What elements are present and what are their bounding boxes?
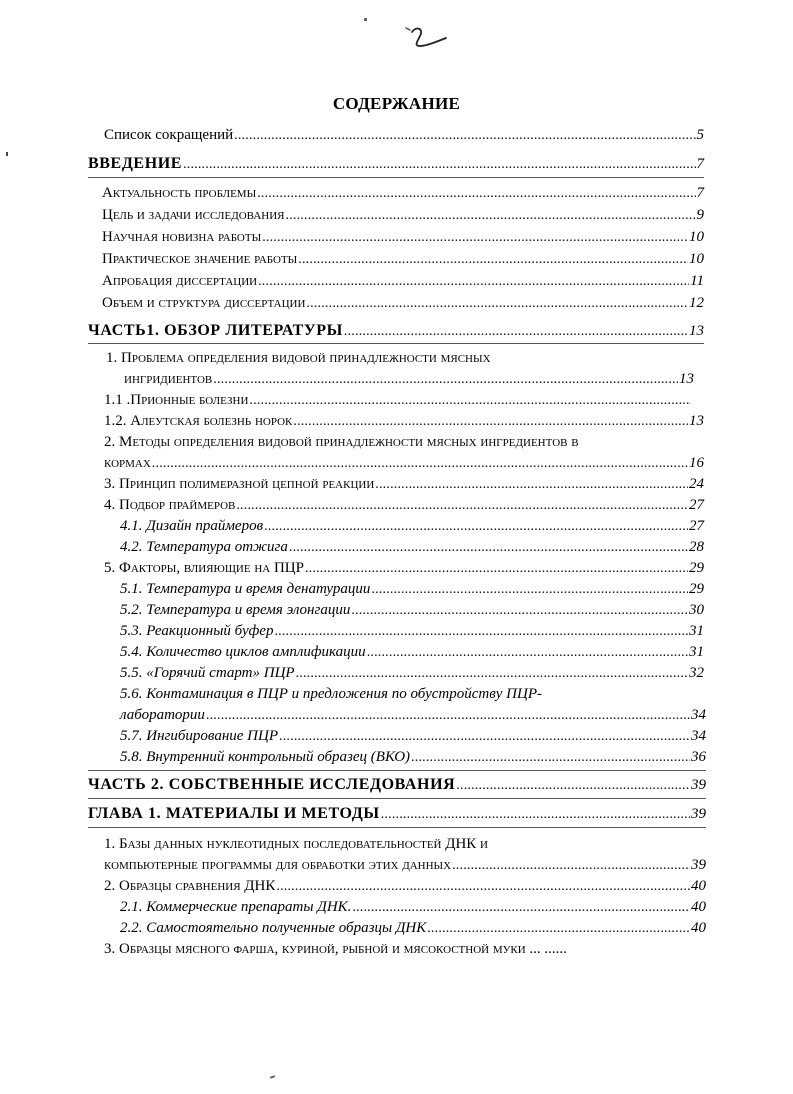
toc-page-number: 39 — [691, 857, 706, 873]
toc-entry-text: ВВЕДЕНИЕ — [88, 155, 183, 172]
toc-entry — [124, 371, 694, 388]
toc-entry-text: Практическое значение работы — [102, 251, 298, 267]
toc-page-number: 10 — [689, 251, 704, 267]
toc-page-number: 40 — [691, 899, 706, 915]
toc-page-number: 40 — [691, 920, 706, 936]
section-rule — [88, 798, 706, 799]
dot-leader — [289, 540, 688, 556]
toc-entry-text: Объем и структура диссертации — [102, 295, 306, 311]
dot-leader — [279, 729, 690, 745]
toc-entry — [102, 295, 704, 312]
dot-leader — [351, 603, 688, 619]
toc-entry-text: 3. Образцы мясного фарша, куриной, рыбной и мясокостной муки ... ...... — [104, 941, 567, 957]
toc-page-number: 7 — [696, 185, 704, 201]
toc-page-number: 13 — [689, 413, 704, 429]
toc-entry — [104, 878, 706, 895]
toc-page-number: 34 — [691, 728, 706, 744]
dot-leader — [293, 414, 688, 430]
toc-entry — [120, 728, 706, 745]
toc-entry — [104, 560, 704, 577]
dot-leader — [274, 624, 688, 640]
dot-leader — [411, 750, 690, 766]
toc-entry — [102, 229, 704, 246]
dot-leader — [298, 252, 688, 268]
toc-entry — [120, 899, 706, 916]
dot-leader — [249, 393, 691, 409]
dot-leader — [236, 498, 688, 514]
toc-page-number: 27 — [689, 497, 704, 513]
toc-page-number: 27 — [689, 518, 704, 534]
toc-entry — [102, 251, 704, 268]
toc-entry — [104, 392, 692, 409]
toc-page-number: 39 — [691, 806, 706, 822]
handwritten-mark — [402, 22, 452, 58]
toc-entry-text: 5.2. Температура и время элонгации — [120, 602, 351, 618]
toc-entry-text: 5.3. Реакционный буфер — [120, 623, 274, 639]
toc-entry-text: 5. Факторы, влияющие на ПЦР — [104, 560, 304, 576]
toc-entry-text: ЧАСТЬ1. ОБЗОР ЛИТЕРАТУРЫ — [88, 322, 343, 339]
toc-page-number: 40 — [691, 878, 706, 894]
toc-page-number: 7 — [696, 156, 704, 172]
toc-entry-text: 2.2. Самостоятельно полученные образцы ДНК — [120, 920, 427, 936]
dot-leader — [183, 157, 695, 173]
dot-leader — [381, 807, 690, 823]
toc-entry-text: 1.1 .Прионные болезни — [104, 392, 249, 408]
toc-entry-text: ЧАСТЬ 2. СОБСТВЕННЫЕ ИССЛЕДОВАНИЯ — [88, 776, 456, 793]
dot-leader — [344, 324, 688, 340]
toc-entry-text: ГЛАВА 1. МАТЕРИАЛЫ И МЕТОДЫ — [88, 805, 380, 822]
toc-entry-abbreviations — [104, 127, 704, 144]
toc-page-number: 13 — [689, 323, 704, 339]
toc-entry-text: 5.5. «Горячий старт» ПЦР — [120, 665, 295, 681]
toc-page-number: 12 — [689, 295, 704, 311]
dot-leader — [375, 477, 688, 493]
toc-entry — [104, 857, 706, 874]
toc-entry-text: 1.2. Алеутская болезнь норок — [104, 413, 293, 429]
dot-leader — [456, 778, 690, 794]
dot-leader — [213, 372, 678, 388]
toc-entry — [120, 581, 704, 598]
scan-speck — [6, 152, 8, 156]
toc-page-number: 36 — [691, 749, 706, 765]
toc-entry-text: 4.2. Температура отжига — [120, 539, 288, 555]
toc-entry — [120, 665, 704, 682]
toc-entry-part1 — [88, 322, 704, 340]
dot-leader — [234, 128, 695, 144]
toc-entry-line1: 1. Базы данных нуклеотидных последовательностей ДНК и — [104, 836, 489, 852]
dot-leader — [276, 879, 690, 895]
toc-entry-line1: 2. Методы определения видовой принадлежности мясных ингредиентов в — [104, 434, 579, 450]
toc-entry — [120, 539, 704, 556]
toc-entry — [120, 707, 706, 724]
toc-page-number: 39 — [691, 777, 706, 793]
toc-entry-line1: 1. Проблема определения видовой принадлежности мясных — [106, 350, 491, 366]
toc-entry-text: 4. Подбор праймеров — [104, 497, 236, 513]
toc-entry-text: Апробация диссертации — [102, 273, 258, 289]
toc-entry-text: 5.7. Ингибирование ПЦР — [120, 728, 279, 744]
toc-entry-text: 5.8. Внутренний контрольный образец (ВКО) — [120, 749, 411, 765]
toc-entry — [120, 920, 706, 937]
dot-leader — [367, 645, 688, 661]
toc-entry — [104, 413, 704, 430]
scan-speck — [270, 1075, 275, 1079]
toc-page-number: 9 — [696, 207, 704, 223]
dot-leader — [286, 208, 696, 224]
toc-entry — [102, 207, 704, 224]
toc-page-number: 5 — [696, 127, 704, 143]
toc-entry — [120, 749, 706, 766]
toc-entry — [102, 185, 704, 202]
toc-entry — [120, 644, 704, 661]
toc-entry — [120, 518, 704, 535]
toc-entry — [102, 273, 704, 290]
toc-entry-text: 3. Принцип полимеразной цепной реакции — [104, 476, 375, 492]
toc-entry-text: 5.1. Температура и время денатурации — [120, 581, 371, 597]
toc-page-number: 10 — [689, 229, 704, 245]
toc-entry-introduction — [88, 155, 704, 173]
toc-entry-text: ингридиентов — [124, 371, 213, 387]
dot-leader — [305, 561, 688, 577]
dot-leader — [306, 296, 688, 312]
dot-leader — [262, 230, 688, 246]
toc-entry — [120, 602, 704, 619]
dot-leader — [264, 519, 688, 535]
dot-leader — [371, 582, 688, 598]
dot-leader — [352, 900, 690, 916]
toc-entry-part2 — [88, 776, 706, 794]
scan-speck — [364, 18, 367, 21]
section-rule — [88, 827, 706, 828]
toc-entry-text: Актуальность проблемы — [102, 185, 257, 201]
toc-page-number: 34 — [691, 707, 706, 723]
toc-page-number: 29 — [689, 560, 704, 576]
dot-leader — [206, 708, 690, 724]
toc-page-number: 28 — [689, 539, 704, 555]
section-rule — [88, 177, 704, 178]
dot-leader — [452, 858, 690, 874]
toc-entry-chapter1 — [88, 805, 706, 823]
dot-leader — [427, 921, 690, 937]
dot-leader — [258, 274, 689, 290]
toc-entry-line1: 5.6. Контаминация в ПЦР и предложения по обустройству ПЦР- — [120, 686, 542, 702]
toc-page-number: 32 — [689, 665, 704, 681]
toc-entry-text: Список сокращений — [104, 127, 234, 143]
toc-entry-text: 4.1. Дизайн праймеров — [120, 518, 264, 534]
toc-entry — [104, 476, 704, 493]
toc-entry-text: кормах — [104, 455, 151, 471]
toc-entry — [120, 623, 704, 640]
toc-entry-text: Научная новизна работы — [102, 229, 262, 245]
dot-leader — [296, 666, 688, 682]
section-rule — [88, 770, 706, 771]
toc-entry-text: Цель и задачи исследования — [102, 207, 285, 223]
toc-entry — [104, 455, 704, 472]
toc-entry-text: лаборатории — [120, 707, 205, 723]
toc-page-number: 16 — [689, 455, 704, 471]
toc-page-number: 11 — [690, 273, 704, 289]
section-rule — [88, 343, 704, 344]
toc-entry — [104, 497, 704, 514]
toc-page-number: 31 — [689, 623, 704, 639]
dot-leader — [152, 456, 688, 472]
toc-page-number: 13 — [679, 371, 694, 387]
toc-entry-text: компьютерные программы для обработки этих данных — [104, 857, 452, 873]
page-title: СОДЕРЖАНИЕ — [332, 94, 461, 113]
toc-entry-text: 5.4. Количество циклов амплификации — [120, 644, 366, 660]
toc-page-number: 29 — [689, 581, 704, 597]
toc-page-number: 31 — [689, 644, 704, 660]
toc-entry-text: 2.1. Коммерческие препараты ДНК. — [120, 899, 352, 915]
toc-page-number: 30 — [689, 602, 704, 618]
toc-entry-text: 2. Образцы сравнения ДНК — [104, 878, 276, 894]
dot-leader — [257, 186, 695, 202]
toc-page-number: 24 — [689, 476, 704, 492]
